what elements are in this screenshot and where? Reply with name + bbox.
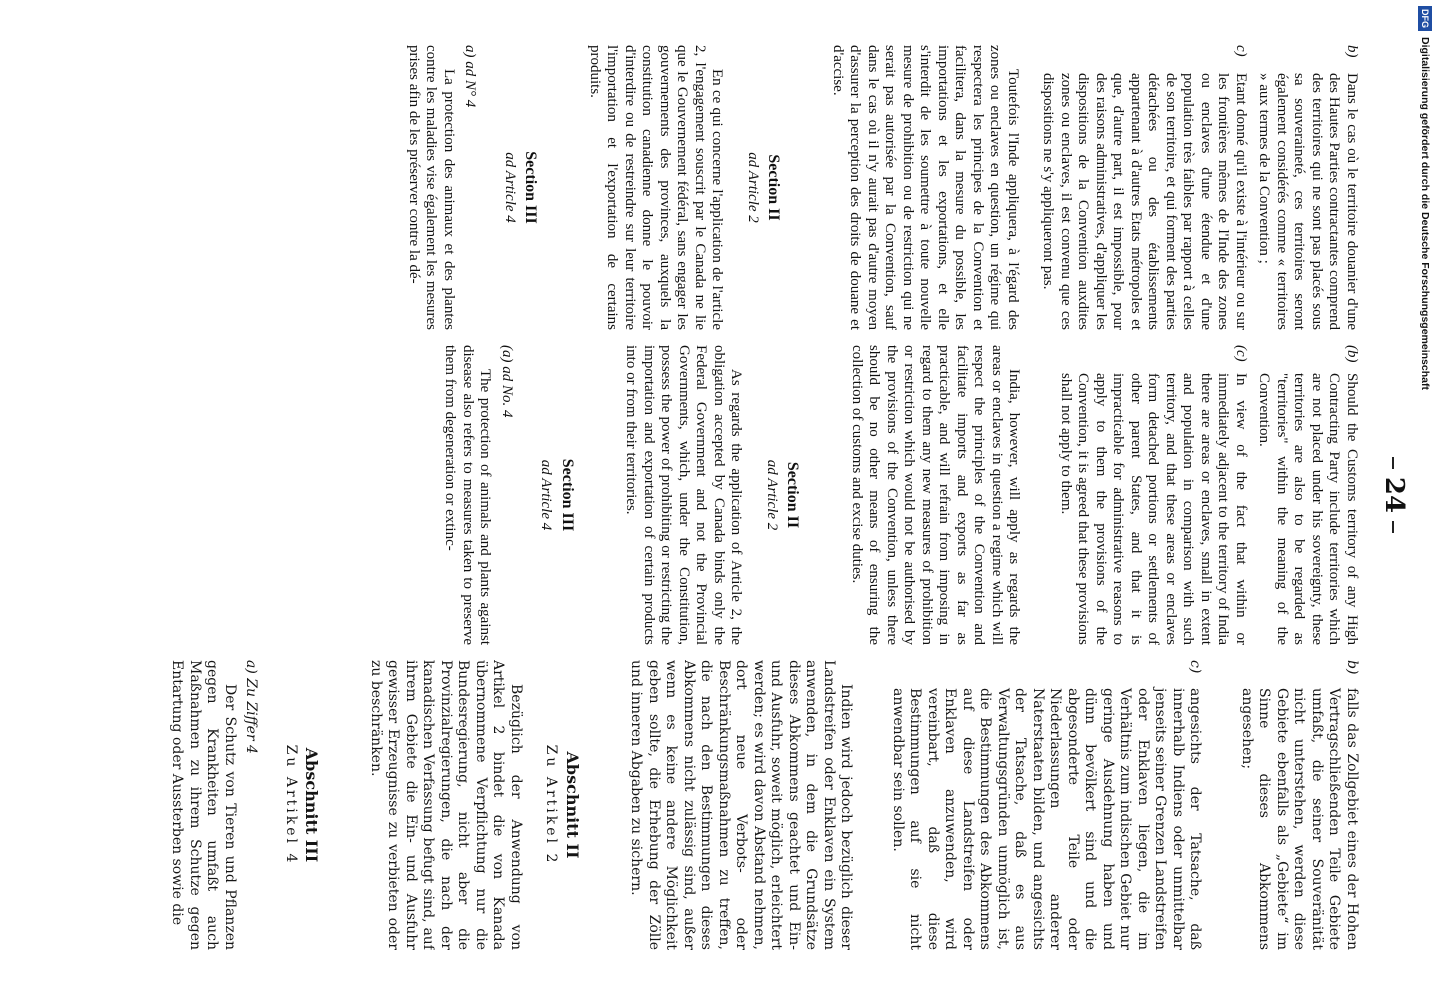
german-paragraph-indien: Indien wird jedoch bezüglich dieser Landstreifen oder Enklaven ein System anwenden, in dem die Grundsätze dieses Abkommens geachtet und Ein- und Ausfuhr, soweit möglich, erleichtert werden; es wird davon Abstand nehmen, dort neue Verbots- oder Beschränkungsmaßnahmen zu treffen, die nach den Bestimmungen dieses Abkommens nicht zulässig sind, außer wenn es keine andere Möglichkeit geben sollte, die Erhebung der Zölle und inneren Abgaben zu sichern. (628, 660, 855, 950)
item-label: c) (1187, 660, 1204, 674)
german-zu-ziffer-4-text: Der Schutz von Tieren und Pflanzen gegen Krankheiten umfaßt auch Maßnahmen zu ihrem Schutze gegen Entartung oder Aussterben sowie die (169, 660, 238, 950)
german-column (120, 660, 1360, 950)
digitization-credit-text: Digitalisierung gefördert durch die Deutsche Forschungsgemeinschaft (1419, 37, 1431, 390)
german-section-2-text: Bezüglich der Anwendung von Artikel 2 bindet die von Kanada übernommene Verpflichtung nur die Bundesregierung, nicht aber die Provinzialregierungen, die nach der kanadischen Verfassung befugt sind, auf ihrem Gebiete die Ein- und Ausfuhr gewisser Erzeugnisse zu verbieten oder zu beschränken. (368, 660, 524, 950)
english-paragraph-india: India, however, will apply as regards the areas or enclaves in question a regime which will respect the principles of the Convention and facilitate imports and exports as far as practicable, and will refrain from imposing in regard to them any new measures of prohibition or restriction which would not be authorised by the provisions of the Convention, unless there should be no other means of ensuring the collection of customs and excise duties. (849, 345, 1023, 645)
french-ad-no-4: a) ad N° 4 (462, 45, 479, 108)
french-column (120, 45, 1360, 330)
item-label: b) (1344, 660, 1360, 675)
item-label: c) (1233, 45, 1249, 57)
french-ad-no-4-text: La protection des animaux et des plantes contre les maladies vise également les mesures prises afin de les préserver contre la dé- (406, 45, 457, 330)
german-section-2-heading: Abschnitt II (563, 751, 582, 859)
item-label: (b) (1344, 345, 1360, 363)
digitization-credit (1418, 6, 1432, 991)
french-section-3-heading: Section III (522, 151, 540, 224)
english-section-3-heading: Section III (559, 458, 576, 532)
french-item-b (1255, 45, 1360, 330)
english-ad-no-4: (a) ad No. 4 (499, 345, 515, 418)
german-item-b (1238, 660, 1361, 950)
french-section-2-text: En ce qui concerne l'application de l'article 2, l'engagement souscrit par le Canada ne lie que le Gouvernement fédéral, sans engager les gouvernements des provinces, auxquels la constitution canadienne donne le pouvoir d'interdire ou de restreindre sur leur territoire l'importation et l'exportation de certains produits. (587, 45, 726, 330)
german-section-3-heading: Abschnitt III (302, 747, 322, 863)
item-text: Dans le cas où le territoire douanier d'une des Hautes Parties contractantes comprend des territoires qui ne sont pas placés sous sa souveraineté, ces territoires seront également considérés comme « territoires » aux termes de la Convention ; (1256, 73, 1360, 330)
page-number: 24 (1374, 445, 1414, 545)
german-zu-artikel-4: Zu Artikel 4 (283, 744, 299, 866)
english-item-b (1255, 345, 1360, 645)
item-text: Etant donné qu'il existe à l'intérieur ou sur les frontières mêmes de l'Inde des zones ou enclaves d'une étendue et d'une population très faibles par rapport à celles de son territoire, et qui forment des parties détachées ou des établissements appartenant à d'autres Etats métropoles et que, d'autre part, il est impossible, pour des raisons administratives, d'appliquer les dispositions de la Convention auxdites zones ou enclaves, il est convenu que ces dispositions ne s'y appliqueront pas. (1040, 73, 1249, 330)
english-column (120, 345, 1360, 645)
french-item-c (1039, 45, 1249, 330)
item-text: falls das Zollgebiet eines der Hohen Vertragschließenden Teile Gebiete umfaßt, die seiner Souveränität nicht unterstehen, werden diese Gebiete ebenfalls als „Gebiete“ im Sinne dieses Abkommens angesehen; (1239, 688, 1360, 950)
french-paragraph-toutefois: Toutefois l'Inde appliquera, à l'égard des zones ou enclaves en question, un régime qui respectera les principes de la Convention et facilitera, dans la mesure du possible, les importations et les exportations, et elle s'interdit de les soumettre à toute nouvelle mesure de prohibition ou de restriction qui ne serait pas autorisée par la Convention, sauf dans le cas où il n'y aurait pas d'autre moyen d'assurer la perception des droits de douane et d'accise. (830, 45, 1021, 330)
english-section-2-heading: Section II (784, 461, 802, 529)
german-zu-ziffer-4: a) Zu Ziffer 4 (243, 660, 260, 754)
item-text: angesichts der Tatsache, daß innerhalb Indiens oder unmittelbar jenseits seiner Grenzen Landstreifen oder Enklaven liegen, die im Verhältnis zum indischen Gebiet nur geringe Ausdehnung haben und dünn bevölkert sind und die abgesonderte Teile oder Niederlassungen anderer Naterstaaten bilden, und angesichts der Tatsache, daß es aus Verwaltungsgründen unmöglich ist, die Bestimmungen des Abkommens auf diese Landstreifen oder Enklaven anzuwenden, wird vereinbart, daß diese Bestimmungen auf sie nicht anwendbar sein sollen. (890, 688, 1204, 950)
item-text: In view of the fact that within or immediately adjacent to the territory of India there are areas or enclaves, small in extent and population in comparison with such territory, and that these areas or enclaves form detached portions or settlements of other parent States, and that it is impracticable for administrative reasons to apply to them the provisions of the Convention, it is agreed that these provisions shall not apply to them. (1058, 373, 1249, 645)
german-zu-artikel-2: Zu Artikel 2 (543, 744, 560, 866)
rotated-page-content (70, 20, 1420, 970)
german-item-c (889, 660, 1204, 950)
dfg-logo: DFG (1418, 6, 1432, 31)
item-label: b) (1344, 45, 1360, 58)
english-ad-article-2: ad Article 2 (764, 459, 780, 531)
french-ad-article-4: ad Article 4 (502, 152, 518, 223)
english-item-c (1057, 345, 1250, 645)
french-section-2-heading: Section II (765, 154, 783, 221)
english-ad-article-4: ad Article 4 (538, 459, 555, 531)
item-label: (c) (1233, 345, 1249, 362)
english-section-2-text: As regards the application of Article 2, the obligation accepted by Canada binds only the Federal Government and not the Provincial Governments, which, under the Constitution, possess the power of prohibiting or restricting the importation and exportation of certain products into or from their territories. (623, 345, 745, 645)
english-ad-no-4-text: The protection of animals and plants against disease also refers to measures taken to preserve them from degeneration or extinc- (442, 345, 494, 645)
item-text: Should the Customs territory of any High Contracting Party include territories which are not placed under his sovereignty, these territories are also to be regarded as "territories" within the meaning of the Convention. (1256, 373, 1360, 645)
french-ad-article-2: ad Article 2 (745, 152, 761, 223)
